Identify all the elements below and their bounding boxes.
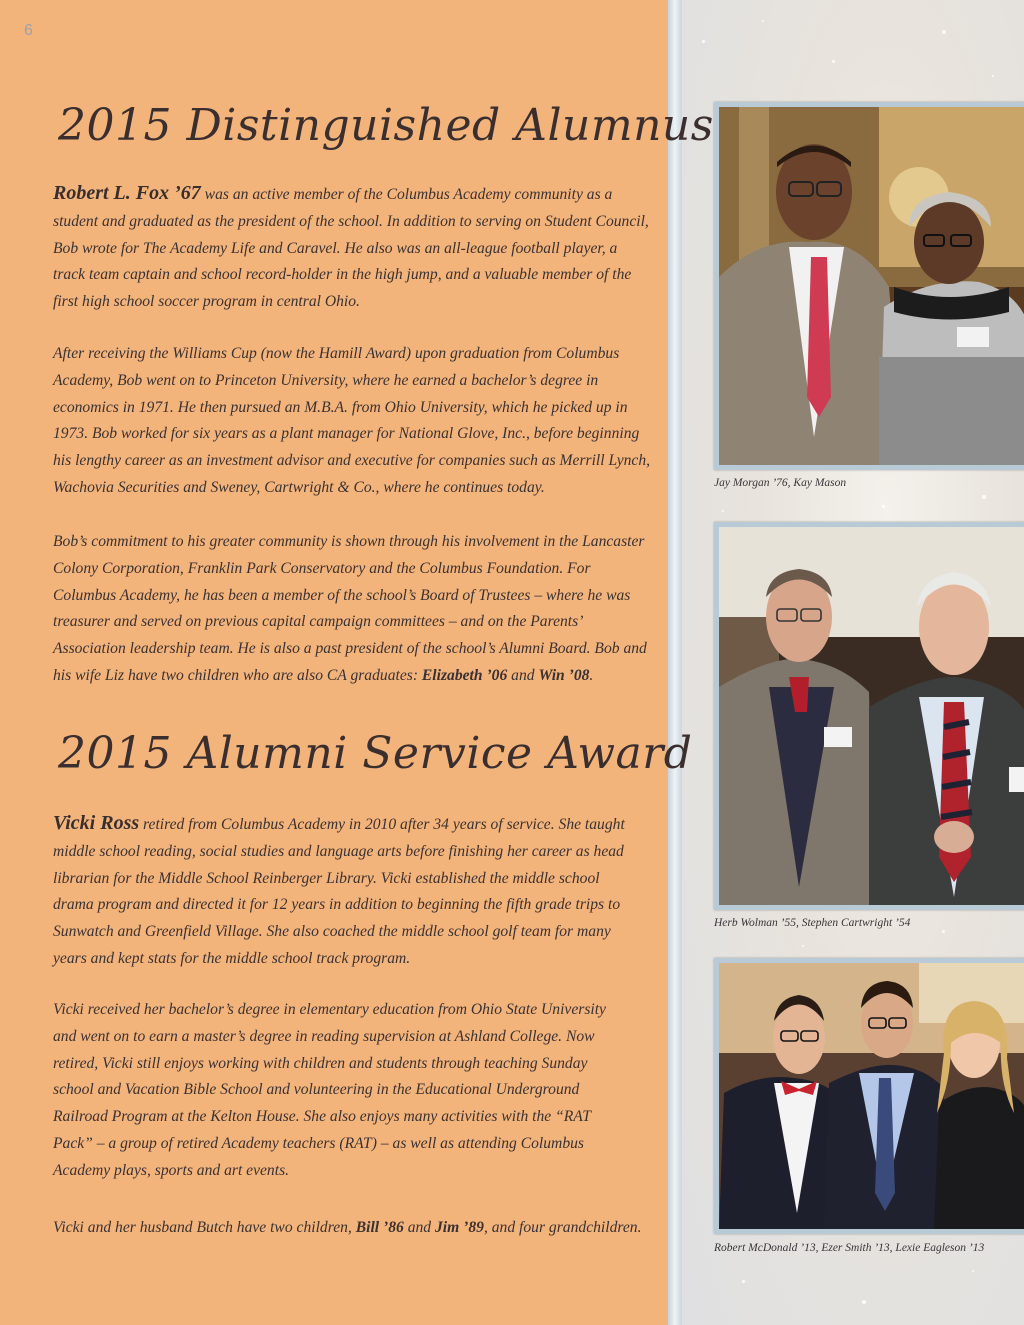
child-name: Win ’08 xyxy=(538,666,590,684)
alumnus-paragraph-2: After receiving the Williams Cup (now the Hamill Award) upon graduation from Columbus Academy, Bob went on to Princeton University, where he earned a bachelor’s degree in economics in 1971. He then pursued an M.B.A. from Ohio University, which he picked up in 1973. Bob worked for six years as a plant manager for National Glove, Inc., before beginning his lengthy career as an investment advisor and executive for companies such as Merrill Lynch, Wachovia Securities and Sweney, Cartwright & Co., where he continues today. xyxy=(53,345,651,496)
photo-2 xyxy=(714,522,1024,910)
alumnus-name: Robert L. Fox ’67 xyxy=(53,182,201,204)
section-title-distinguished-alumnus: 2015 Distinguished Alumnus xyxy=(58,100,714,151)
section-title-alumni-service-award: 2015 Alumni Service Award xyxy=(58,728,693,779)
conjunction: and xyxy=(403,1219,435,1236)
sentence-end: . xyxy=(589,666,594,684)
service-paragraph-2: Vicki received her bachelor’s degree in elementary education from Ohio State University and went on to earn a master’s degree in reading supervision at Ashland College. Now retired, Vicki still enjoys working with children and students through teaching Sunday school and Vacation Bible School and volunteering in the Educational Underground Railroad Program at the Kelton House. She also enjoys many activities with the “RAT Pack” – a group of retired Academy teachers (RAT) – as well as attending Columbus Academy plays, sports and art events. xyxy=(53,1001,606,1179)
photo-1-caption: Jay Morgan ’76, Kay Mason xyxy=(714,477,847,489)
service-paragraph-1-text: retired from Columbus Academy in 2010 after 34 years of service. She taught middle school reading, social studies and language arts before finishing her career as head librarian for the Middle School Reinberger Library. Vicki established the middle school drama program and directed it for 12 years in addition to beginning the fifth grade trips to Sunwatch and Greenfield Village. She also coached the middle school golf team for many years and kept stats for the middle school track program. xyxy=(53,816,625,967)
photo-3-caption: Robert McDonald ’13, Ezer Smith ’13, Lexie Eagleson ’13 xyxy=(714,1242,985,1254)
alumnus-paragraph-3 xyxy=(53,529,653,690)
alumnus-paragraph-1-text: was an active member of the Columbus Academy community as a student and graduated as the president of the school. In addition to serving on Student Council, Bob wrote for The Academy Life and Caravel. He also was an all-league football player, a track team captain and school record-holder in the high jump, and a valuable member of the first high school soccer program in central Ohio. xyxy=(53,186,649,311)
service-paragraph-1 xyxy=(53,810,638,973)
honoree-name: Vicki Ross xyxy=(53,812,140,834)
service-paragraph-3 xyxy=(53,1215,653,1242)
page-number: 6 xyxy=(24,22,33,39)
child-name: Elizabeth ’06 xyxy=(421,666,508,684)
service-paragraph-3-text: Vicki and her husband Butch have two children, xyxy=(53,1219,356,1236)
photo-1 xyxy=(714,102,1024,470)
conjunction: and xyxy=(507,666,539,684)
child-name: Jim ’89 xyxy=(435,1219,484,1236)
alumnus-paragraph-1 xyxy=(53,180,653,316)
photo-2-caption: Herb Wolman ’55, Stephen Cartwright ’54 xyxy=(714,917,911,929)
page-divider xyxy=(668,0,682,1325)
photo-3 xyxy=(714,958,1024,1234)
child-name: Bill ’86 xyxy=(355,1219,404,1236)
alumnus-paragraph-3-text: Bob’s commitment to his greater community is shown through his involvement in the Lancaster Colony Corporation, Franklin Park Conservatory and the Columbus Foundation. For Columbus Academy, he has been a member of the school’s Board of Trustees – where he was treasurer and served on previous capital campaign committees – and on the Parents’ Association leadership team. He is also a past president of the school’s Alumni Board. Bob and his wife Liz have two children who are also CA graduates: xyxy=(53,533,647,684)
sentence-end: , and four grandchildren. xyxy=(483,1219,642,1236)
